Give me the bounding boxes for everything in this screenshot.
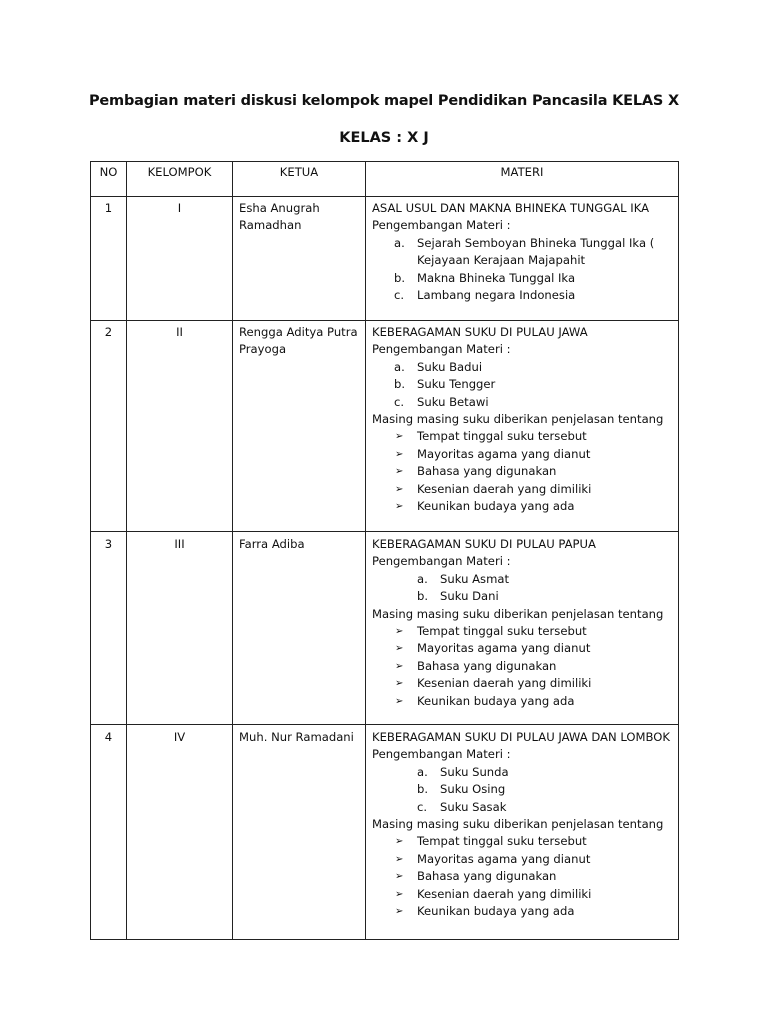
cell-no: 1	[91, 197, 127, 321]
list-item: ➢ Mayoritas agama yang dianut	[372, 446, 672, 463]
cell-materi	[366, 197, 679, 321]
pengembangan-label: Pengembangan Materi :	[372, 747, 511, 762]
arrow-bullet-icon: ➢	[395, 448, 404, 460]
materi-title: KEBERAGAMAN SUKU DI PULAU JAWA DAN LOMBOK	[372, 730, 670, 744]
list-item: b. Suku Osing	[417, 782, 506, 797]
list-item: ➢ Kesenian daerah yang dimiliki	[372, 886, 672, 903]
list-item: ➢ Mayoritas agama yang dianut	[372, 640, 672, 657]
list-item: ➢ Tempat tinggal suku tersebut	[372, 623, 672, 640]
group-assignment-table	[90, 161, 679, 940]
list-item: ➢ Tempat tinggal suku tersebut	[372, 428, 672, 445]
header-no: NO	[91, 162, 127, 197]
list-item: ➢ Mayoritas agama yang dianut	[372, 851, 672, 868]
arrow-bullet-icon: ➢	[395, 626, 404, 638]
masing-label: Masing masing suku diberikan penjelasan tentang	[372, 817, 664, 832]
list-item: b. Makna Bhineka Tunggal Ika	[394, 270, 576, 285]
list-item: c. Suku Betawi	[394, 394, 489, 409]
table-row	[91, 321, 679, 532]
list-item: ➢ Kesenian daerah yang dimiliki	[372, 675, 672, 692]
header-ketua: KETUA	[233, 162, 366, 197]
table-row	[91, 532, 679, 725]
cell-no: 2	[91, 321, 127, 532]
cell-ketua: Esha Anugrah Ramadhan	[233, 197, 366, 321]
list-item: a. Suku Sunda	[417, 764, 509, 779]
list-item: ➢ Kesenian daerah yang dimiliki	[372, 481, 672, 498]
subtopic-list	[372, 764, 672, 816]
arrow-bullet-icon: ➢	[395, 466, 404, 478]
arrow-bullet-icon: ➢	[395, 906, 404, 918]
arrow-bullet-icon: ➢	[395, 871, 404, 883]
cell-ketua: Farra Adiba	[233, 532, 366, 725]
list-item: c. Suku Sasak	[417, 799, 507, 814]
header-materi: MATERI	[366, 162, 679, 197]
arrow-bullet-icon: ➢	[395, 888, 404, 900]
cell-kelompok: III	[127, 532, 233, 725]
list-item: ➢ Keunikan budaya yang ada	[372, 903, 672, 920]
list-item: ➢ Bahasa yang digunakan	[372, 658, 672, 675]
pengembangan-label: Pengembangan Materi :	[372, 342, 511, 357]
table-row	[91, 725, 679, 940]
class-subtitle: KELAS : X J	[339, 130, 429, 146]
cell-materi	[366, 321, 679, 532]
list-item: ➢ Bahasa yang digunakan	[372, 868, 672, 885]
arrow-bullet-icon: ➢	[395, 483, 404, 495]
pengembangan-label: Pengembangan Materi :	[372, 218, 511, 233]
subtopic-list	[372, 235, 672, 305]
materi-title: ASAL USUL DAN MAKNA BHINEKA TUNGGAL IKA	[372, 201, 650, 215]
materi-title: KEBERAGAMAN SUKU DI PULAU JAWA	[372, 325, 588, 339]
arrow-bullet-icon: ➢	[395, 678, 404, 690]
arrow-bullet-icon: ➢	[395, 501, 404, 513]
list-item: ➢ Bahasa yang digunakan	[372, 463, 672, 480]
arrow-bullet-icon: ➢	[395, 431, 404, 443]
cell-kelompok: IV	[127, 725, 233, 940]
masing-label: Masing masing suku diberikan penjelasan tentang	[372, 412, 664, 427]
cell-ketua: Muh. Nur Ramadani	[233, 725, 366, 940]
list-item: b. Suku Tengger	[394, 377, 496, 392]
arrow-bullet-icon: ➢	[395, 836, 404, 848]
pengembangan-label: Pengembangan Materi :	[372, 554, 511, 569]
aspect-list	[372, 623, 672, 710]
cell-kelompok: I	[127, 197, 233, 321]
subtopic-list	[372, 359, 672, 411]
masing-label: Masing masing suku diberikan penjelasan tentang	[372, 606, 664, 621]
list-item: ➢ Keunikan budaya yang ada	[372, 693, 672, 710]
cell-kelompok: II	[127, 321, 233, 532]
table-row	[91, 197, 679, 321]
arrow-bullet-icon: ➢	[395, 695, 404, 707]
list-item: c. Lambang negara Indonesia	[394, 288, 576, 303]
aspect-list	[372, 833, 672, 920]
materi-title: KEBERAGAMAN SUKU DI PULAU PAPUA	[372, 537, 596, 551]
aspect-list	[372, 428, 672, 515]
list-item: ➢ Tempat tinggal suku tersebut	[372, 833, 672, 850]
list-item: a. Sejarah Semboyan Bhineka Tunggal Ika ( Kejayaan Kerajaan Majapahit	[394, 235, 655, 268]
list-item: a. Suku Badui	[394, 359, 483, 374]
cell-no: 3	[91, 532, 127, 725]
cell-no: 4	[91, 725, 127, 940]
table-header-row	[91, 162, 679, 197]
cell-materi	[366, 725, 679, 940]
cell-ketua: Rengga Aditya Putra Prayoga	[233, 321, 366, 532]
subtopic-list	[372, 571, 672, 606]
arrow-bullet-icon: ➢	[395, 853, 404, 865]
list-item: a. Suku Asmat	[417, 571, 510, 586]
list-item: ➢ Keunikan budaya yang ada	[372, 498, 672, 515]
document-title: Pembagian materi diskusi kelompok mapel Pendidikan Pancasila KELAS X	[88, 93, 680, 109]
header-kelompok: KELOMPOK	[127, 162, 233, 197]
list-item: b. Suku Dani	[417, 589, 499, 604]
arrow-bullet-icon: ➢	[395, 643, 404, 655]
arrow-bullet-icon: ➢	[395, 660, 404, 672]
cell-materi	[366, 532, 679, 725]
